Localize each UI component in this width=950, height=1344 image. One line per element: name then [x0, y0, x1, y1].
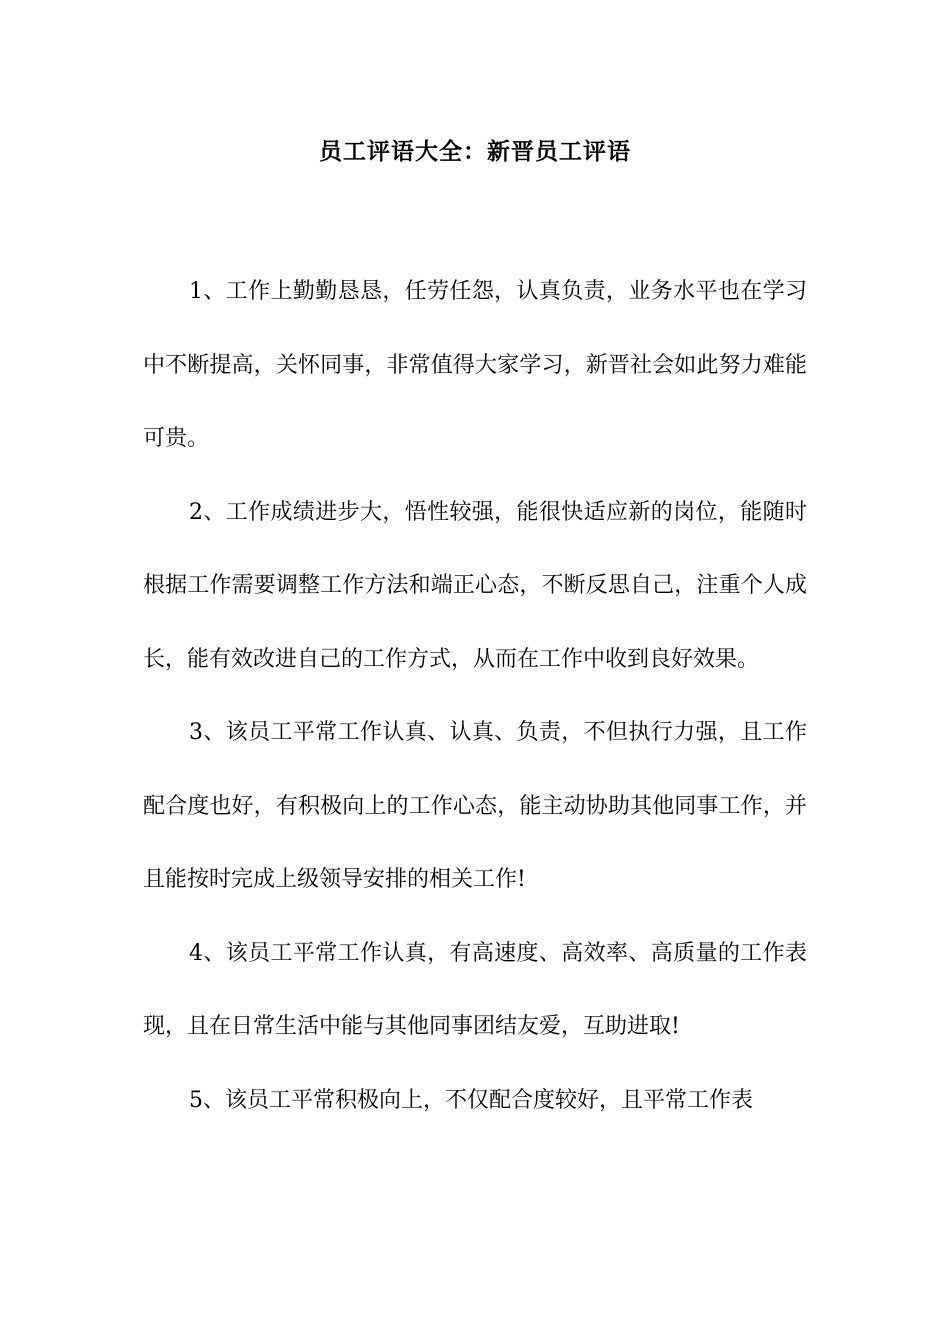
document-body	[143, 255, 807, 1137]
paragraph-2: 2、工作成绩进步大，悟性较强，能很快适应新的岗位，能随时根据工作需要调整工作方法和端正心态，不断反思自己，注重个人成长，能有效改进自己的工作方式，从而在工作中收到良好效果。	[143, 499, 807, 672]
paragraph-3: 3、该员工平常工作认真、认真、负责，不但执行力强，且工作配合度也好，有积极向上的工作心态，能主动协助其他同事工作，并且能按时完成上级领导安排的相关工作!	[143, 720, 807, 892]
paragraph-1: 1、工作上勤勤恳恳，任劳任怨，认真负责，业务水平也在学习中不断提高，关怀同事，非常值得大家学习，新晋社会如此努力难能可贵。	[143, 279, 807, 451]
paragraph-4: 4、该员工平常工作认真，有高速度、高效率、高质量的工作表现，且在日常生活中能与其他同事团结友爱，互助进取!	[143, 940, 807, 1039]
paragraph-5: 5、该员工平常积极向上，不仅配合度较好，且平常工作表	[189, 1087, 753, 1113]
document-title: 员工评语大全：新晋员工评语	[319, 138, 631, 165]
